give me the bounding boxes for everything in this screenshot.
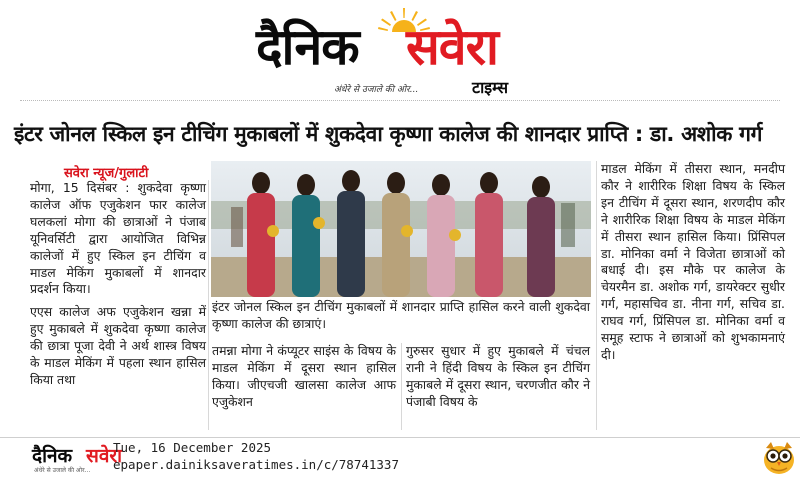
masthead-divider bbox=[20, 100, 780, 101]
article-paragraph: मोगा, 15 दिसंबर : शुकदेवा कृष्णा कालेज ऑफ एजुकेशन फार कालेज घलकलां मोगा की छात्राओं ने पंजाब यूनिवर्सिटी द्वारा आयोजित विभिन्न कालेजों में हुए स्किल इन टीचिंग व माडल मेकिंग मुकाबलों में शानदार प्रदर्शन किया। bbox=[30, 180, 206, 297]
article-column-1 bbox=[30, 180, 206, 389]
edition-date: Tue, 16 December 2025 bbox=[113, 440, 272, 455]
logo-times-text: टाइम्स bbox=[472, 78, 509, 97]
footer-logo-savera[interactable]: सवेरा bbox=[86, 445, 123, 467]
epaper-url-link[interactable]: epaper.dainiksaveratimes.in/c/78741337 bbox=[113, 457, 399, 472]
footer-logo-tagline: अंधेरे से उजाले की ओर... bbox=[34, 467, 91, 474]
epaper-footer bbox=[0, 437, 800, 477]
article-paragraph: एएस कालेज अफ एजुकेशन खन्ना में हुए मुकाबले में शुकदेवा कृष्णा कालेज की छात्रा पूजा देवी ने अर्थ शास्त्र विषय के माडल मेकिंग में पहला स्थान हासिल किया तथा bbox=[30, 304, 206, 387]
article-photo[interactable] bbox=[211, 161, 591, 297]
photo-caption: इंटर जोनल स्किल इन टीचिंग मुकाबलों में शानदार प्राप्ति हासिल करने वाली शुकदेवा कृष्णा कालेज की छात्राएं। bbox=[212, 299, 590, 331]
logo-dainik-text: दैनिक bbox=[256, 17, 359, 76]
owl-icon[interactable] bbox=[762, 439, 796, 475]
group-photo-image bbox=[211, 161, 591, 297]
column-divider bbox=[401, 343, 402, 430]
masthead bbox=[0, 0, 800, 100]
newspaper-logo[interactable] bbox=[254, 4, 554, 96]
logo-savera-text: सवेरा bbox=[406, 17, 498, 76]
article-column-3: गुरुसर सुधार में हुए मुकाबले में चंचल रानी ने हिंदी विषय के स्किल इन टीचिंग मुकाबले में दूसरा स्थान, चरणजीत कौर ने पंजाबी विषय के bbox=[406, 343, 590, 409]
column-divider bbox=[596, 161, 597, 430]
footer-divider bbox=[0, 437, 800, 438]
article-byline: सवेरा न्यूज/गुलाटी bbox=[64, 166, 149, 181]
footer-logo-dainik[interactable]: दैनिक bbox=[32, 445, 73, 467]
logo-tagline: अंधेरे से उजाले की ओर... bbox=[334, 85, 419, 95]
article-column-4: माडल मेकिंग में तीसरा स्थान, मनदीप कौर ने शारीरिक शिक्षा विषय के स्किल इन टीचिंग में दूसरा स्थान, शरणदीप कौर ने शारीरिक शिक्षा विषय के माडल मेकिंग में तीसरा स्थान हासिल किया। प्रिंसिपल डा. मोनिका वर्मा ने विजेता छात्राओं को बधाई दी। इस मौके पर कालेज के चेयरमैन डा. अशोक गर्ग, डायरेक्टर सुधीर गर्ग, महासचिव डा. नीना गर्ग, सचिव डा. राघव गर्ग, प्रिंसिपल डा. मोनिका वर्मा व समूह स्टाफ ने छात्राओं को शुभकामनाएं दी। bbox=[601, 161, 785, 362]
article-headline: इंटर जोनल स्किल इन टीचिंग मुकाबलों में शुकदेवा कृष्णा कालेज की शानदार प्राप्ति : डा. अशोक गर्ग bbox=[14, 122, 763, 146]
article-column-2: तमन्ना मोगा ने कंप्यूटर साइंस के विषय के माडल मेकिंग में दूसरा स्थान हासिल किया। जीएचजी खालसा कालेज आफ एजुकेशन bbox=[212, 343, 396, 409]
column-divider bbox=[208, 180, 209, 430]
